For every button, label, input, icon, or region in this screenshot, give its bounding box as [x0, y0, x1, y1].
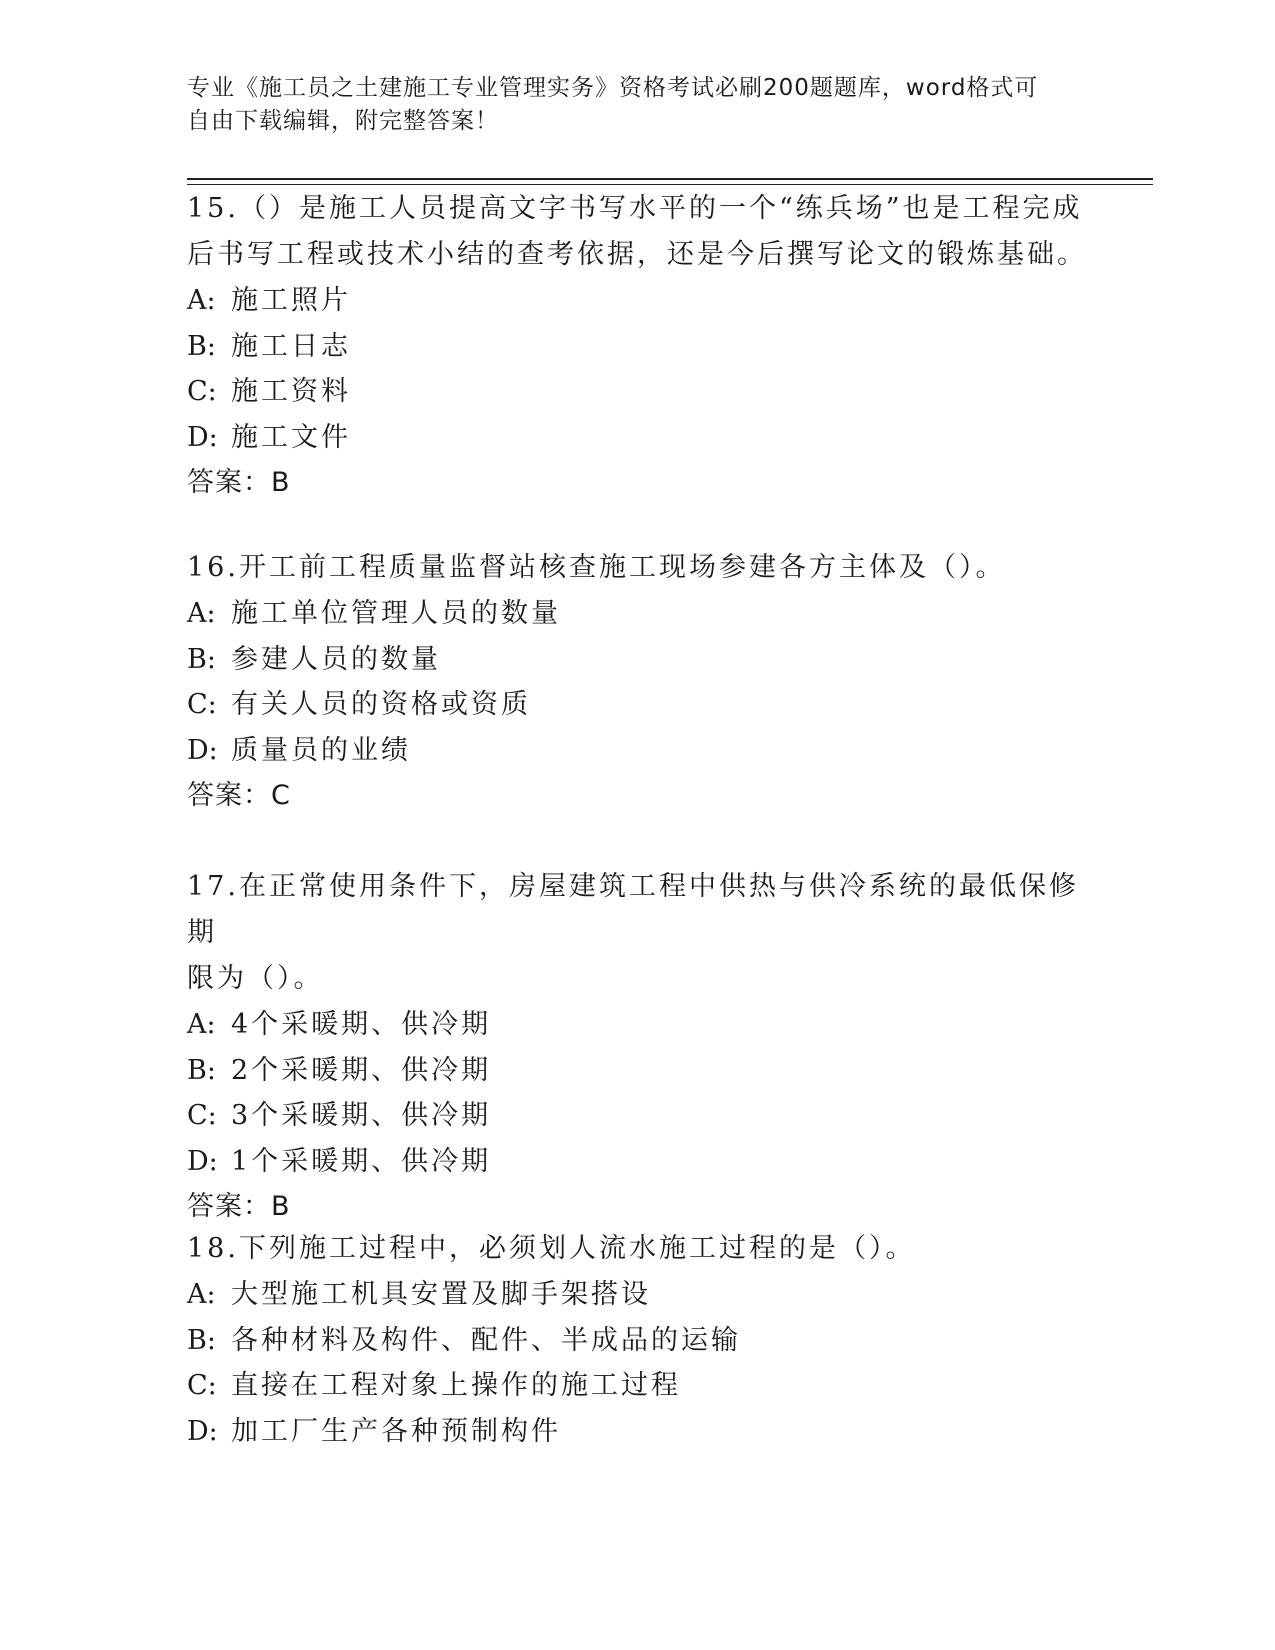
answer-line: 答案：C	[187, 780, 291, 811]
option-letter: A:	[187, 1009, 216, 1040]
option-letter: B:	[187, 330, 216, 362]
option-letter: D:	[187, 1415, 218, 1447]
option-letter: B:	[187, 1324, 216, 1356]
option-text: 大型施工机具安置及脚手架搭设	[231, 1279, 651, 1310]
option-text: 4个采暖期、供冷期	[231, 1009, 492, 1040]
option-letter: B:	[187, 1054, 216, 1086]
option-letter: B:	[187, 643, 216, 675]
option-d	[187, 1409, 1087, 1455]
option-d	[187, 728, 1087, 774]
question-stem-line: 18.下列施工过程中，必须划人流水施工过程的是（）。	[187, 1233, 916, 1264]
question-stem-line: 15.（）是施工人员提高文字书写水平的一个“练兵场”也是工程完成	[187, 193, 1083, 224]
question-stem-line: 17.在正常使用条件下，房屋建筑工程中供热与供冷系统的最低保修期	[187, 871, 1079, 948]
option-c	[187, 1093, 1087, 1139]
header-line-1: 专业《施工员之土建施工专业管理实务》资格考试必刷200题题库，word格式可	[187, 75, 1039, 101]
option-letter: C:	[187, 1370, 217, 1401]
option-text: 有关人员的资格或资质	[231, 689, 531, 720]
question-18	[187, 1226, 1087, 1454]
option-text: 各种材料及构件、配件、半成品的运输	[231, 1324, 741, 1356]
question-stem-line: 后书写工程或技术小结的查考依据，还是今后撰写论文的锻炼基础。	[187, 239, 1087, 270]
option-letter: C:	[187, 1100, 217, 1131]
option-letter: A:	[187, 598, 216, 629]
option-letter: C:	[187, 689, 217, 720]
option-text: 施工资料	[231, 376, 351, 407]
option-text: 施工照片	[231, 285, 351, 316]
option-c	[187, 1363, 1087, 1409]
answer-line: 答案：B	[187, 1191, 291, 1222]
option-a	[187, 278, 1087, 324]
option-letter: D:	[187, 734, 218, 766]
option-letter: D:	[187, 421, 218, 453]
option-text: 1个采暖期、供冷期	[231, 1145, 492, 1177]
option-b	[187, 637, 1087, 683]
option-letter: D:	[187, 1145, 218, 1177]
option-c	[187, 682, 1087, 728]
option-b	[187, 1318, 1087, 1364]
option-letter: A:	[187, 1279, 216, 1310]
option-text: 参建人员的数量	[231, 643, 441, 675]
option-text: 施工日志	[231, 330, 351, 362]
header-line-2: 自由下载编辑，附完整答案！	[187, 108, 499, 134]
header-divider-thin	[187, 184, 1153, 185]
question-17	[187, 864, 1087, 1230]
option-text: 直接在工程对象上操作的施工过程	[231, 1370, 681, 1401]
option-text: 2个采暖期、供冷期	[231, 1054, 492, 1086]
option-d	[187, 415, 1087, 461]
option-b	[187, 1048, 1087, 1094]
question-stem-line: 限为（）。	[187, 963, 324, 994]
option-a	[187, 1272, 1087, 1318]
document-header	[187, 72, 1067, 138]
option-text: 质量员的业绩	[231, 734, 411, 766]
option-text: 加工厂生产各种预制构件	[231, 1415, 561, 1447]
option-c	[187, 369, 1087, 415]
question-stem-line: 16.开工前工程质量监督站核查施工现场参建各方主体及（）。	[187, 552, 1006, 583]
option-text: 施工单位管理人员的数量	[231, 598, 561, 629]
question-15	[187, 186, 1087, 506]
question-16	[187, 545, 1087, 819]
option-letter: A:	[187, 285, 216, 316]
option-text: 3个采暖期、供冷期	[231, 1100, 492, 1131]
option-b	[187, 324, 1087, 370]
option-a	[187, 591, 1087, 637]
answer-line: 答案：B	[187, 467, 291, 498]
header-divider-thick	[187, 178, 1153, 180]
option-a	[187, 1002, 1087, 1048]
option-text: 施工文件	[231, 421, 351, 453]
option-letter: C:	[187, 376, 217, 407]
option-d	[187, 1139, 1087, 1185]
